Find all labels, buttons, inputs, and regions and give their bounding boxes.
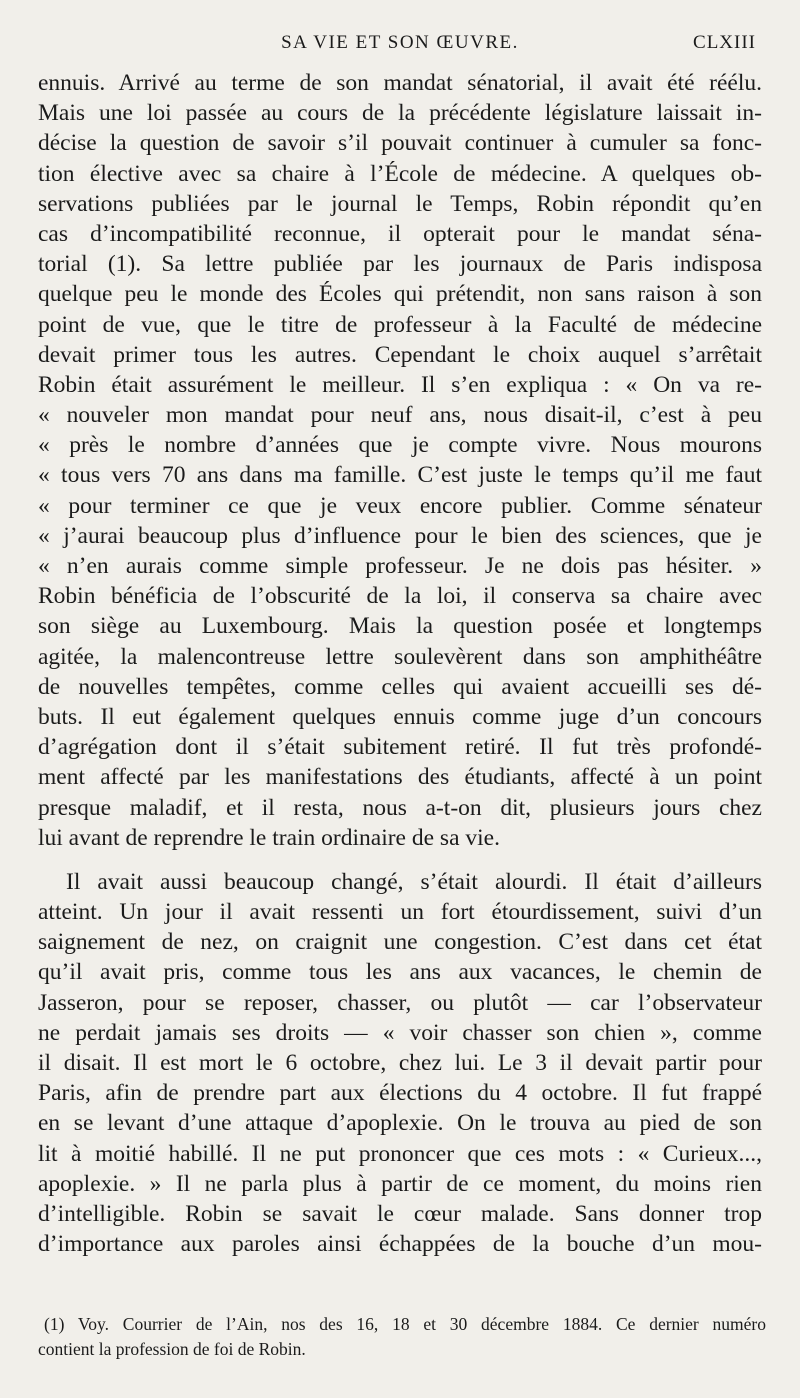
text-line: Il avait aussi beaucoup changé, s’était alourdi. Il était d’ailleurs bbox=[66, 868, 762, 895]
text-line: ment affecté par les manifestations des étudiants, affecté à un point bbox=[38, 764, 762, 791]
text-line: buts. Il eut également quelques ennuis comme juge d’un concours bbox=[38, 703, 762, 730]
text-line: d’agrégation dont il s’était subitement retiré. Il fut très profondé- bbox=[38, 734, 762, 761]
text-line: Jasseron, pour se reposer, chasser, ou plutôt — car l’observateur bbox=[38, 989, 762, 1016]
text-line: torial (1). Sa lettre publiée par les journaux de Paris indisposa bbox=[38, 251, 762, 278]
text-line: « nouveler mon mandat pour neuf ans, nous disait-il, c’est à peu bbox=[38, 402, 762, 429]
text-line: lit à moitié habillé. Il ne put prononcer que ces mots : « Curieux..., bbox=[38, 1140, 762, 1167]
text-line: « tous vers 70 ans dans ma famille. C’est juste le temps qu’il me faut bbox=[38, 462, 762, 489]
text-line: en se levant d’une attaque d’apoplexie. On le trouva au pied de son bbox=[38, 1110, 762, 1137]
text-line: son siège au Luxembourg. Mais la question posée et longtemps bbox=[38, 613, 762, 640]
text-line: Paris, afin de prendre part aux élections du 4 octobre. Il fut frappé bbox=[38, 1080, 762, 1107]
text-line: agitée, la malencontreuse lettre soulevèrent dans son amphithéâtre bbox=[38, 643, 762, 670]
footnote-line: contient la profession de foi de Robin. bbox=[38, 1339, 306, 1359]
text-line: Robin bénéficia de l’obscurité de la loi, il conserva sa chaire avec bbox=[38, 583, 762, 610]
text-line: Mais une loi passée au cours de la précédente législature laissait in- bbox=[38, 100, 762, 127]
page-number: CLXIII bbox=[693, 32, 756, 53]
running-title: SA VIE ET SON ŒUVRE. bbox=[281, 32, 519, 53]
body-text bbox=[38, 68, 762, 1259]
text-line: quelque peu le monde des Écoles qui prétendit, non sans raison à son bbox=[38, 281, 762, 308]
text-line: Robin était assurément le meilleur. Il s’en expliqua : « On va re- bbox=[38, 371, 762, 398]
text-line: « pour terminer ce que je veux encore publier. Comme sénateur bbox=[38, 492, 762, 519]
text-line: tion élective avec sa chaire à l’École de médecine. A quelques ob- bbox=[38, 160, 762, 187]
text-line: d’intelligible. Robin se savait le cœur malade. Sans donner trop bbox=[38, 1200, 762, 1227]
text-line: « j’aurai beaucoup plus d’influence pour le bien des sciences, que je bbox=[38, 522, 762, 549]
footnotes bbox=[38, 1312, 766, 1362]
text-line: presque maladif, et il resta, nous a-t-on dit, plusieurs jours chez bbox=[38, 794, 762, 821]
text-line: ne perdait jamais ses droits — « voir chasser son chien », comme bbox=[38, 1019, 762, 1046]
running-head bbox=[38, 32, 762, 68]
paragraph-1 bbox=[38, 68, 762, 853]
text-line: atteint. Un jour il avait ressenti un fort étourdissement, suivi d’un bbox=[38, 899, 762, 926]
text-line: qu’il avait pris, comme tous les ans aux vacances, le chemin de bbox=[38, 959, 762, 986]
text-line: décise la question de savoir s’il pouvait continuer à cumuler sa fonc- bbox=[38, 130, 762, 157]
footnote-line: (1) Voy. Courrier de l’Ain, nos des 16, 18 et 30 décembre 1884. Ce dernier numéro bbox=[44, 1314, 766, 1334]
text-line: de nouvelles tempêtes, comme celles qui avaient accueilli ses dé- bbox=[38, 673, 762, 700]
paragraph-2 bbox=[38, 867, 762, 1259]
text-line: saignement de nez, on craignit une congestion. C’est dans cet état bbox=[38, 929, 762, 956]
text-line: ennuis. Arrivé au terme de son mandat sénatorial, il avait été réélu. bbox=[38, 70, 762, 96]
text-line: d’importance aux paroles ainsi échappées de la bouche d’un mou- bbox=[38, 1231, 762, 1258]
text-line: « n’en aurais comme simple professeur. Je ne dois pas hésiter. » bbox=[38, 553, 762, 579]
text-line: point de vue, que le titre de professeur à la Faculté de médecine bbox=[38, 311, 762, 338]
text-line: apoplexie. » Il ne parla plus à partir de ce moment, du moins rien bbox=[38, 1170, 762, 1197]
text-line: devait primer tous les autres. Cependant le choix auquel s’arrêtait bbox=[38, 341, 762, 368]
text-line: lui avant de reprendre le train ordinaire de sa vie. bbox=[38, 824, 500, 851]
text-line: il disait. Il est mort le 6 octobre, chez lui. Le 3 il devait partir pour bbox=[38, 1050, 762, 1076]
paragraph-gap bbox=[38, 853, 762, 867]
text-line: « près le nombre d’années que je compte vivre. Nous mourons bbox=[38, 432, 762, 459]
text-line: servations publiées par le journal le Temps, Robin répondit qu’en bbox=[38, 190, 762, 217]
text-line: cas d’incompatibilité reconnue, il opterait pour le mandat séna- bbox=[38, 220, 762, 247]
